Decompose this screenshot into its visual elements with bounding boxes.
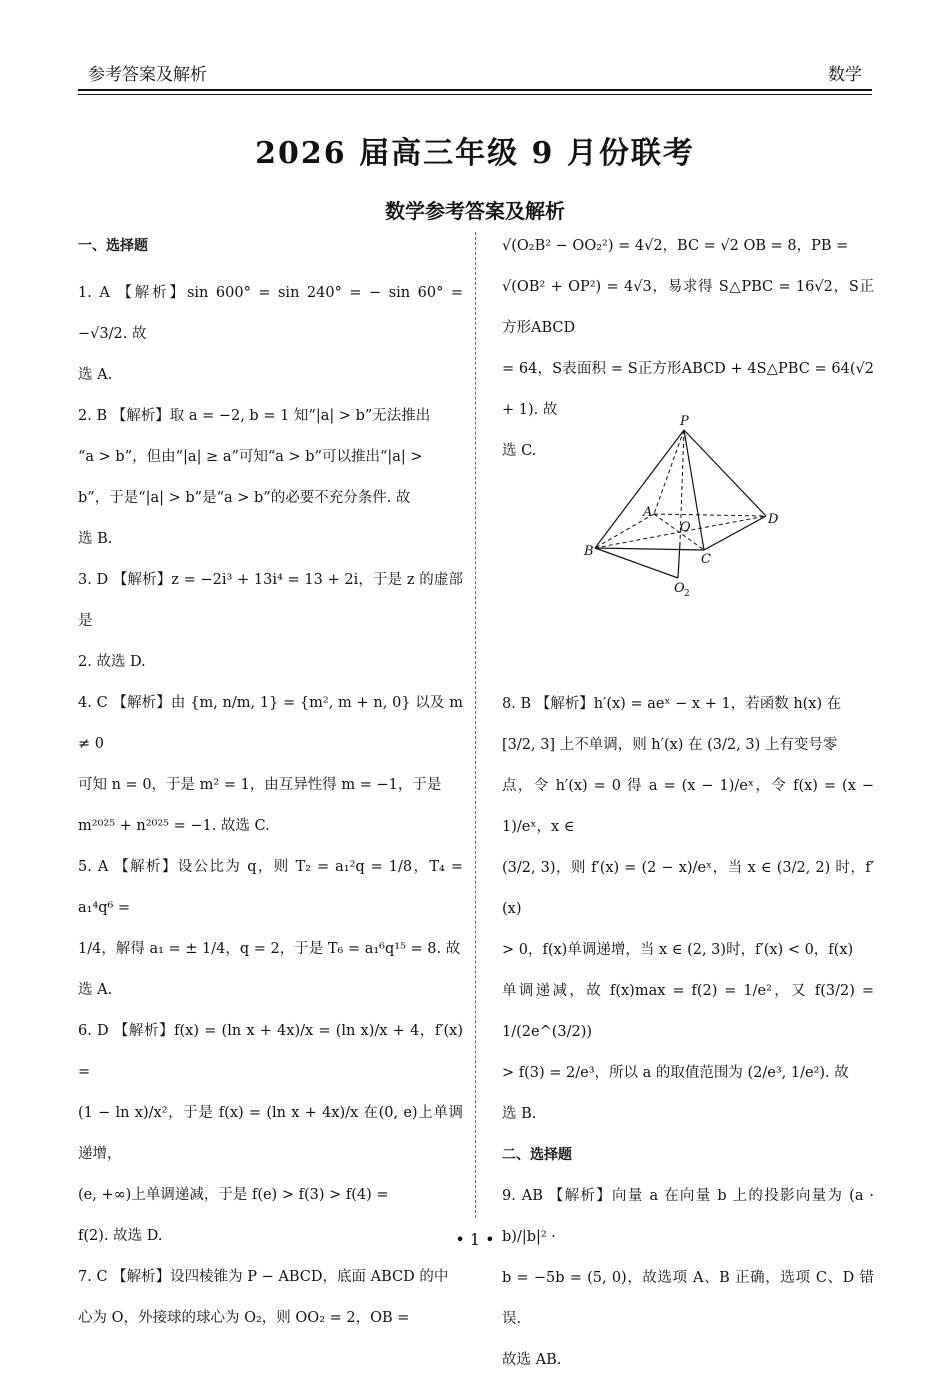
section-heading-1: 一、选择题 xyxy=(78,238,148,254)
answer-line: √(OB² + OP²) = 4√3，易求得 S△PBC = 16√2，S正方形ABCD xyxy=(502,279,874,336)
left-column xyxy=(78,226,463,1339)
page-title: 2026 届高三年级 9 月份联考 xyxy=(255,136,695,171)
answer-line: = 64，S表面积 = S正方形ABCD + 4S△PBC = 64(√2 + 1). 故 xyxy=(502,361,874,418)
answer-line: 单调递减，故 f(x)max = f(2) = 1/e²，又 f(3/2) = 1/(2e^(3/2)) xyxy=(502,983,874,1040)
label-P: P xyxy=(680,414,689,429)
answer-line: > f(3) = 2/e³，所以 a 的取值范围为 (2/e³, 1/e²). 故 xyxy=(502,1065,849,1081)
answer-item-7 xyxy=(78,1257,463,1339)
header-rule-thick xyxy=(78,89,872,91)
answer-item-5 xyxy=(78,847,463,1011)
edge-PB xyxy=(595,430,684,548)
answer-line: b = −5b = (5, 0)，故选项 A、B 正确，选项 C、D 错误. xyxy=(502,1270,874,1327)
answer-line: (e, +∞)上单调递减，于是 f(e) > f(3) > f(4) = xyxy=(78,1187,389,1203)
label-D: D xyxy=(768,512,779,527)
answer-line: √(O₂B² − OO₂²) = 4√2，BC = √2 OB = 8，PB = xyxy=(502,238,849,254)
answer-item-2 xyxy=(78,396,463,560)
answer-line: 4. C 【解析】由 {m, n/m, 1} = {m², m + n, 0} 以及 m ≠ 0 xyxy=(78,695,463,752)
edge-BC xyxy=(595,548,704,550)
right-column xyxy=(502,226,874,1381)
page-subtitle: 数学参考答案及解析 xyxy=(385,199,565,223)
label-O2: O xyxy=(674,581,685,596)
answer-line: 7. C 【解析】设四棱锥为 P − ABCD，底面 ABCD 的中 xyxy=(78,1269,449,1285)
label-O: O xyxy=(680,520,691,535)
answer-line: b”，于是“|a| > b”是“a > b”的必要不充分条件. 故 xyxy=(78,490,411,506)
label-C: C xyxy=(701,552,711,567)
answer-line: 3. D 【解析】z = −2i³ + 13i⁴ = 13 + 2i，于是 z 的虚部是 xyxy=(78,572,463,629)
answer-item-3 xyxy=(78,560,463,683)
label-B: B xyxy=(584,544,594,559)
answer-item-4 xyxy=(78,683,463,847)
answer-line: “a > b”，但由“|a| ≥ a”可知“a > b”可以推出“|a| > xyxy=(78,449,423,465)
answer-line: 1. A 【解析】sin 600° = sin 240° = − sin 60° = −√3/2. 故 xyxy=(78,285,463,342)
answer-item-8 xyxy=(502,684,874,1135)
column-divider xyxy=(475,232,476,1218)
answer-line: 8. B 【解析】h′(x) = aeˣ − x + 1，若函数 h(x) 在 xyxy=(502,696,842,712)
answer-line: 选 C. xyxy=(502,443,537,459)
answer-line: 5. A 【解析】设公比为 q，则 T₂ = a₁²q = 1/8，T₄ = a₁⁴q⁶ = xyxy=(78,859,463,916)
answer-line: 2. B 【解析】取 a = −2, b = 1 知“|a| > b”无法推出 xyxy=(78,408,431,424)
answer-line: [3/2, 3] 上不单调，则 h′(x) 在 (3/2, 3) 上有变号零 xyxy=(502,737,838,753)
label-A: A xyxy=(643,505,653,520)
answer-line: 点，令 h′(x) = 0 得 a = (x − 1)/eˣ，令 f(x) = (x − 1)/eˣ，x ∈ xyxy=(502,778,874,835)
answer-line: (3/2, 3)，则 f′(x) = (2 − x)/eˣ，当 x ∈ (3/2, 2) 时，f′(x) xyxy=(502,860,874,917)
answer-line: 选 B. xyxy=(502,1106,537,1122)
header-subject: 数学 xyxy=(828,65,862,85)
pyramid-figure xyxy=(580,412,790,598)
header-rule-thin xyxy=(78,94,872,95)
answer-line: > 0，f(x)单调递增，当 x ∈ (2, 3)时，f′(x) < 0，f(x) xyxy=(502,942,854,958)
edge-AD xyxy=(654,514,766,516)
edge-BO2 xyxy=(595,548,678,578)
answer-line: (1 − ln x)/x²，于是 f(x) = (ln x + 4x)/x 在(0, e)上单调递增， xyxy=(78,1105,463,1162)
answer-line: 2. 故选 D. xyxy=(78,654,146,670)
edge-O2-up xyxy=(678,542,680,578)
answer-line: 6. D 【解析】f(x) = (ln x + 4x)/x = (ln x)/x + 4，f′(x) = xyxy=(78,1023,463,1080)
answer-line: 选 A. xyxy=(78,982,113,998)
page-number: • 1 • xyxy=(455,1230,495,1249)
answer-line: 选 B. xyxy=(78,531,113,547)
edge-CD xyxy=(704,516,766,550)
answer-line: 1/4，解得 a₁ = ± 1/4，q = 2，于是 T₆ = a₁⁶q¹⁵ = 8. 故 xyxy=(78,941,461,957)
answer-line: 可知 n = 0，于是 m² = 1，由互异性得 m = −1，于是 xyxy=(78,777,442,793)
answer-item-6 xyxy=(78,1011,463,1257)
answer-line: 选 A. xyxy=(78,367,113,383)
answer-line: 9. AB 【解析】向量 a 在向量 b 上的投影向量为 (a · b)/|b|² · xyxy=(502,1188,874,1245)
header-left-title: 参考答案及解析 xyxy=(88,65,207,85)
edge-PA xyxy=(654,430,684,514)
answer-item-1 xyxy=(78,273,463,396)
answer-line: 故选 AB. xyxy=(502,1352,562,1368)
answer-line: f(2). 故选 D. xyxy=(78,1228,163,1244)
answer-item-9 xyxy=(502,1176,874,1381)
answer-line: 心为 O，外接球的球心为 O₂，则 OO₂ = 2，OB = xyxy=(78,1310,410,1326)
section-heading-2: 二、选择题 xyxy=(502,1147,572,1163)
answer-line: m²⁰²⁵ + n²⁰²⁵ = −1. 故选 C. xyxy=(78,818,270,834)
label-O2-subscript: 2 xyxy=(684,589,690,598)
